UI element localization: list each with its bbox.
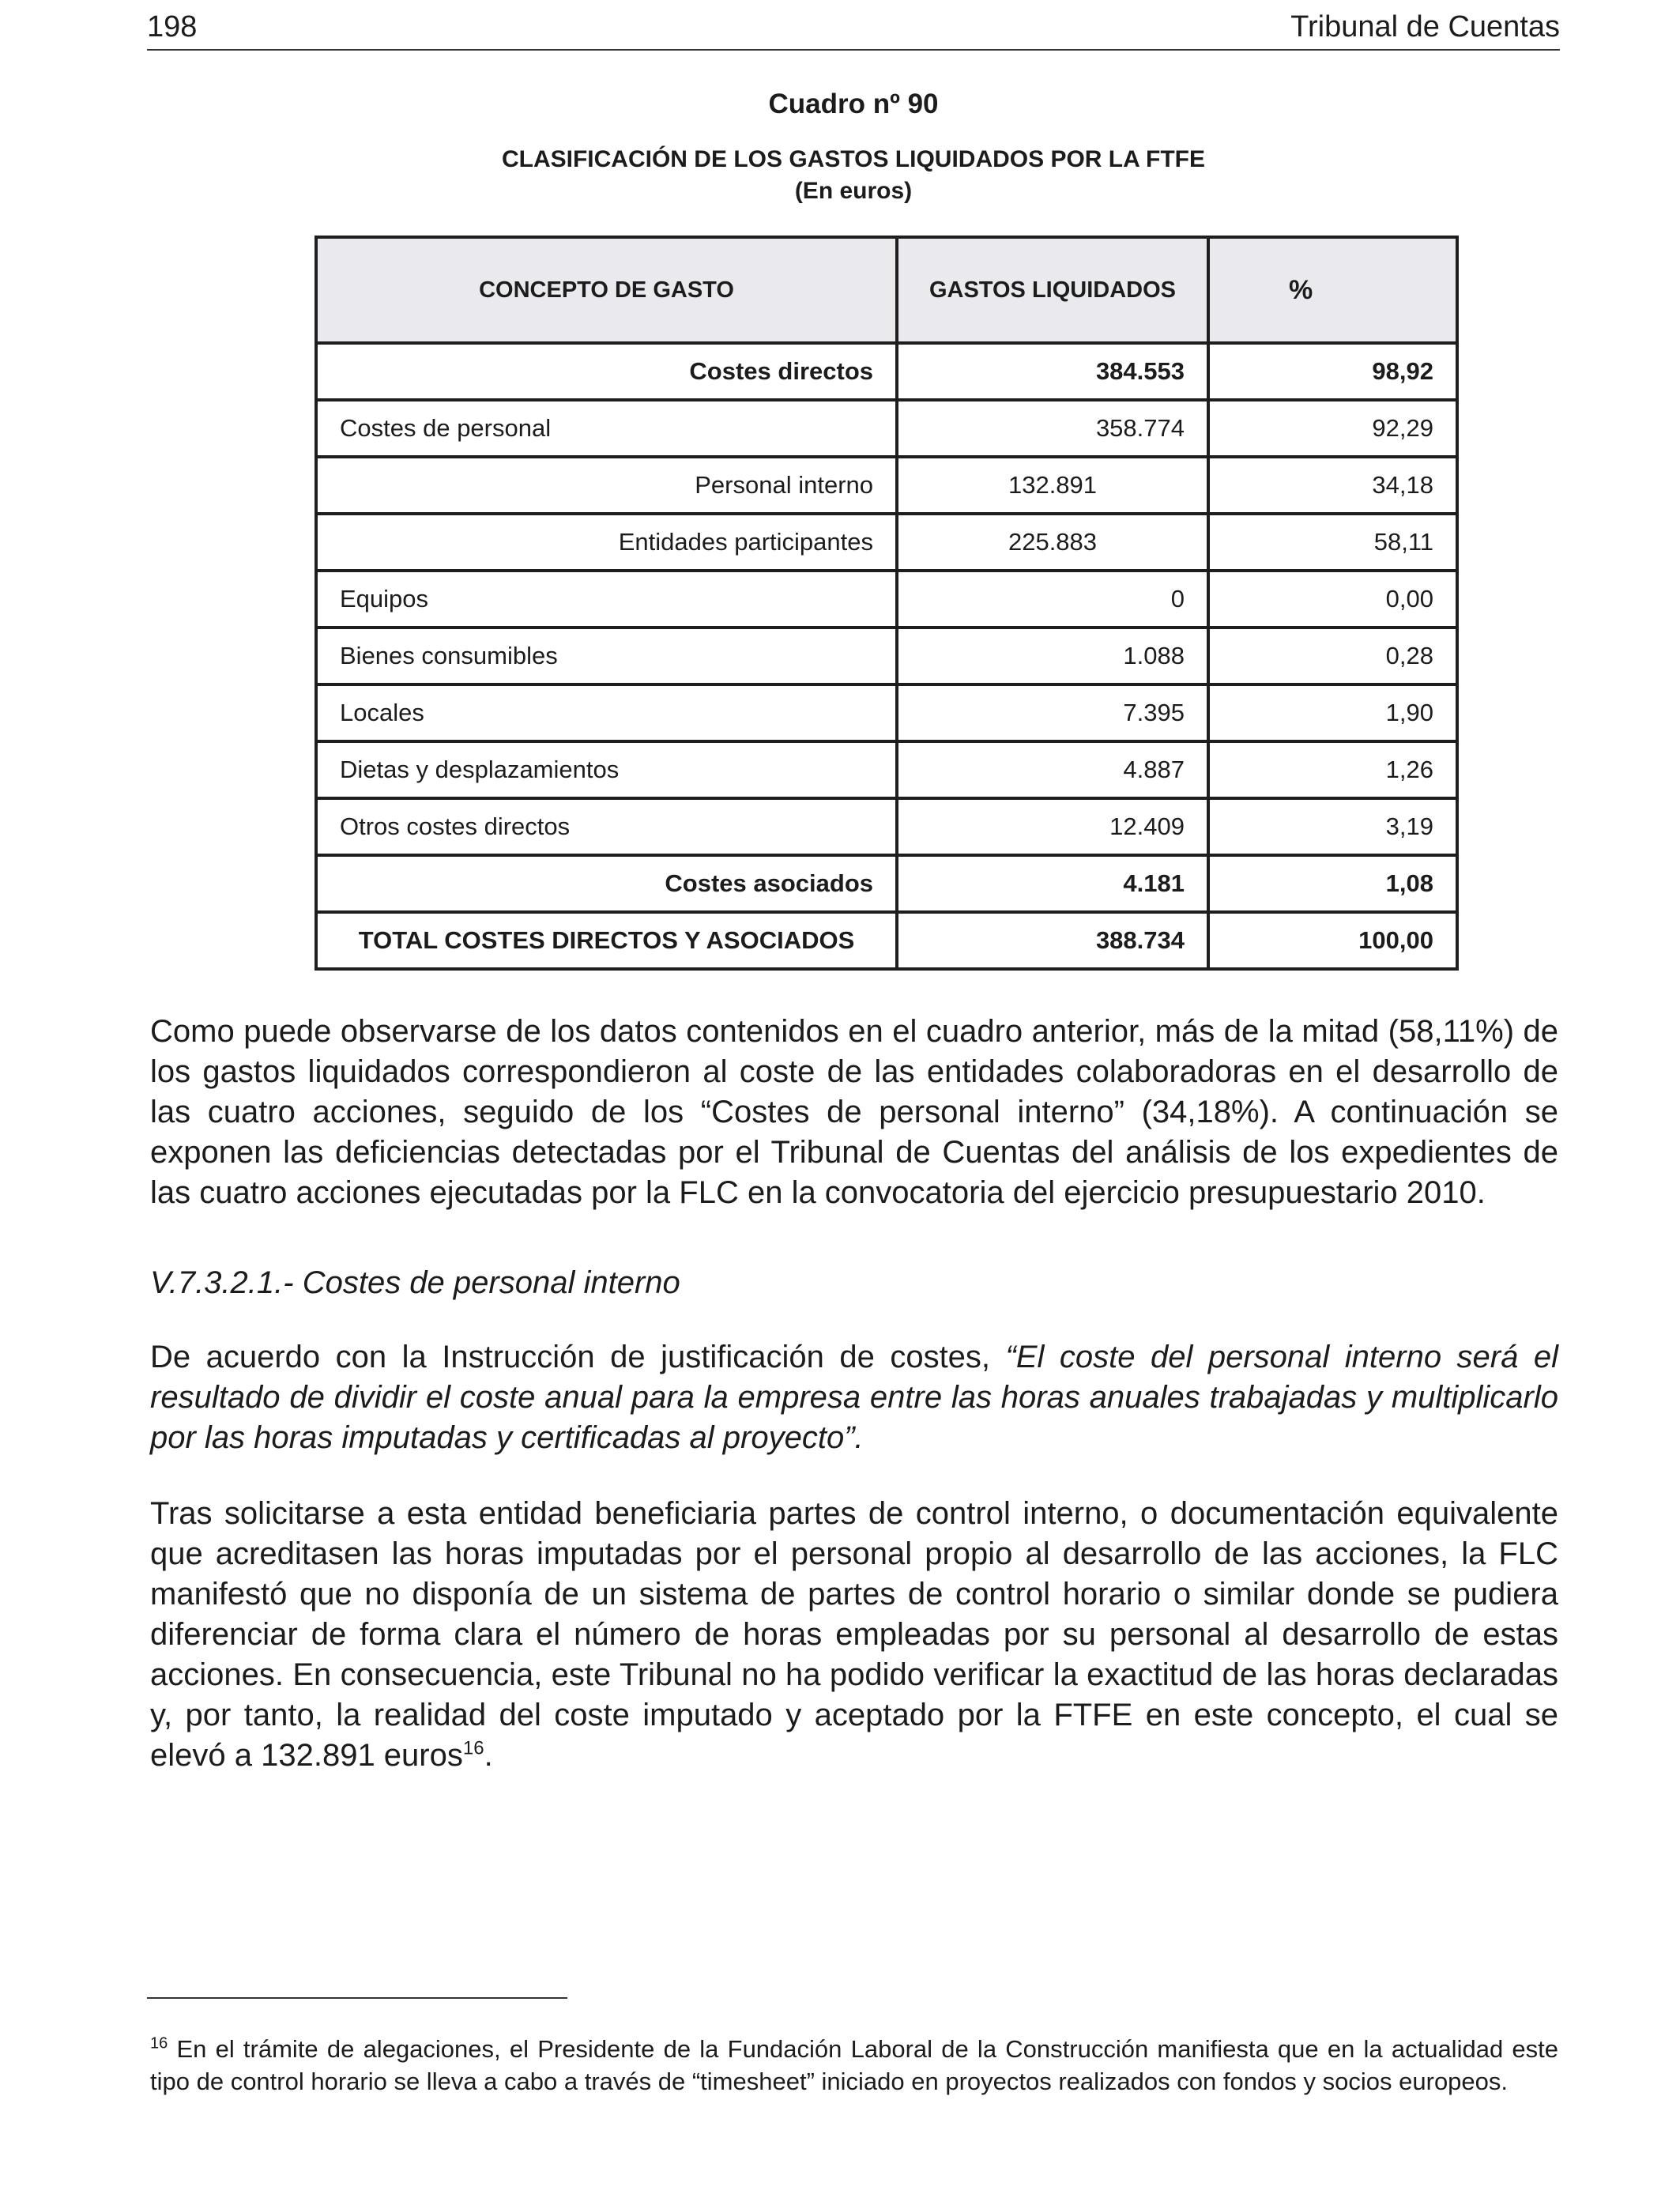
table-header-row xyxy=(318,239,1456,341)
table-row xyxy=(318,572,1456,626)
row-percent: 98,92 xyxy=(1210,345,1456,398)
table-row xyxy=(318,743,1456,797)
header-percent: % xyxy=(1210,239,1456,341)
row-percent: 1,26 xyxy=(1210,743,1456,797)
paragraph-findings-text: Tras solicitarse a esta entidad beneficiaria partes de control interno, o documentación equivalente que acreditasen las horas imputadas por el personal propio al desarrollo de las acciones, la FLC manifestó que no disponía de un sistema de partes de control horario o similar donde se pudiera diferenciar de forma clara el número de horas empleadas por su personal al desarrollo de estas acciones. En consecuencia, este Tribunal no ha podido verificar la exactitud de las horas declaradas y, por tanto, la realidad del coste imputado y aceptado por la FTFE en este concepto, el cual se elevó a 132.891 euros xyxy=(150,1496,1558,1773)
row-amount: 7.395 xyxy=(898,686,1207,740)
paragraph-findings-end: . xyxy=(484,1738,493,1773)
row-percent: 100,00 xyxy=(1210,914,1456,967)
row-amount: 358.774 xyxy=(898,401,1207,455)
row-amount: 225.883 xyxy=(898,515,1207,569)
page-number: 198 xyxy=(147,10,198,43)
row-percent: 1,08 xyxy=(1210,857,1456,910)
paragraph-analysis: Como puede observarse de los datos contenidos en el cuadro anterior, más de la mitad (58,11%) de los gastos liquidados correspondieron al coste de las entidades colaboradoras en el desarrollo de las cuatro acciones, seguido de los “Costes de personal interno” (34,18%). A continuación se exponen las deficiencias detectadas por el Tribunal de Cuentas del análisis de los expedientes de las cuatro acciones ejecutadas por la FLC en la convocatoria del ejercicio presupuestario 2010. xyxy=(150,1014,1558,1210)
paragraph-instruction-intro: De acuerdo con la Instrucción de justificación de costes, xyxy=(150,1340,1006,1374)
header-amount: GASTOS LIQUIDADOS xyxy=(898,239,1207,341)
row-concept: Equipos xyxy=(318,572,895,626)
row-amount: 384.553 xyxy=(898,345,1207,398)
row-percent: 1,90 xyxy=(1210,686,1456,740)
paragraph-instruction xyxy=(150,1337,1558,1458)
table-subtitle-text: CLASIFICACIÓN DE LOS GASTOS LIQUIDADOS POR LA FTFE xyxy=(501,146,1206,172)
row-concept: Costes de personal xyxy=(318,401,895,455)
footnote-reference[interactable]: 16 xyxy=(462,1737,484,1759)
table-row xyxy=(318,345,1456,398)
paragraph-findings xyxy=(150,1494,1558,1776)
table-row xyxy=(318,629,1456,683)
row-amount: 12.409 xyxy=(898,800,1207,854)
footnote xyxy=(150,2033,1558,2098)
table-row xyxy=(318,515,1456,569)
row-concept: Dietas y desplazamientos xyxy=(318,743,895,797)
table-title: Cuadro nº 90 xyxy=(768,89,939,119)
publication-name: Tribunal de Cuentas xyxy=(1290,10,1560,43)
row-percent: 34,18 xyxy=(1210,458,1456,512)
footnote-separator xyxy=(147,1997,567,1999)
table-row xyxy=(318,857,1456,910)
row-amount: 388.734 xyxy=(898,914,1207,967)
row-amount: 0 xyxy=(898,572,1207,626)
row-percent: 92,29 xyxy=(1210,401,1456,455)
running-header xyxy=(147,8,1560,51)
row-concept: Otros costes directos xyxy=(318,800,895,854)
table-row xyxy=(318,800,1456,854)
row-amount: 4.887 xyxy=(898,743,1207,797)
row-percent: 58,11 xyxy=(1210,515,1456,569)
table-subtitle xyxy=(147,144,1560,207)
row-concept: Personal interno xyxy=(318,458,895,512)
header-concept: CONCEPTO DE GASTO xyxy=(318,239,895,341)
row-percent: 0,28 xyxy=(1210,629,1456,683)
section-heading: V.7.3.2.1.- Costes de personal interno xyxy=(150,1265,680,1300)
table-units: (En euros) xyxy=(794,178,913,204)
row-concept: Entidades participantes xyxy=(318,515,895,569)
row-amount: 132.891 xyxy=(898,458,1207,512)
table-row xyxy=(318,686,1456,740)
row-percent: 3,19 xyxy=(1210,800,1456,854)
row-amount: 4.181 xyxy=(898,857,1207,910)
row-concept: Costes asociados xyxy=(318,857,895,910)
footnote-number: 16 xyxy=(150,2034,168,2053)
row-amount: 1.088 xyxy=(898,629,1207,683)
row-concept: Bienes consumibles xyxy=(318,629,895,683)
expense-table xyxy=(315,236,1459,971)
footnote-text: En el trámite de alegaciones, el Presidente de la Fundación Laboral de la Construcción manifiesta que en la actualidad este tipo de control horario se lleva a cabo a través de “timesheet” iniciado en proyectos realizados con fondos y socios europeos. xyxy=(150,2035,1558,2095)
row-percent: 0,00 xyxy=(1210,572,1456,626)
row-concept: TOTAL COSTES DIRECTOS Y ASOCIADOS xyxy=(318,914,895,967)
table-total-row xyxy=(318,914,1456,967)
table-row xyxy=(318,458,1456,512)
row-concept: Costes directos xyxy=(318,345,895,398)
row-concept: Locales xyxy=(318,686,895,740)
instruction-quote: “El coste del personal interno será el resultado de dividir el coste anual para la empresa entre las horas anuales trabajadas y multiplicarlo por las horas imputadas y certificadas al proyecto”. xyxy=(150,1340,1558,1455)
table-row xyxy=(318,401,1456,455)
